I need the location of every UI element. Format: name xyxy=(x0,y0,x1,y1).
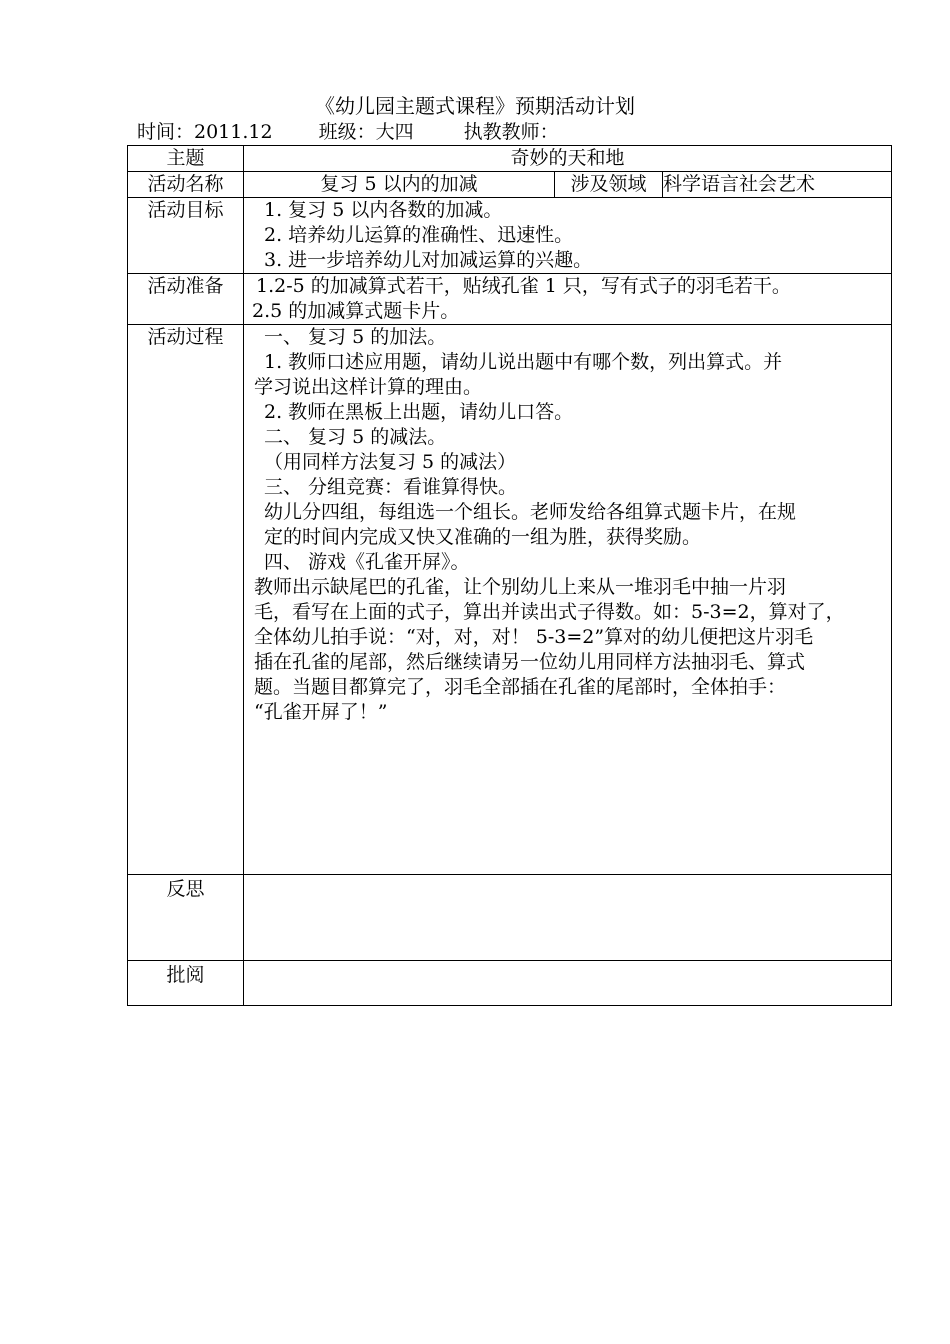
process-line: 全体幼儿拍手说：“对，对，对！ 5-3=2”算对的幼儿便把这片羽毛 xyxy=(254,626,814,648)
theme-value: 奇妙的天和地 xyxy=(244,146,892,172)
process-section-title: 二、 复习 5 的减法。 xyxy=(264,426,447,448)
process-line: “孔雀开屏了！” xyxy=(254,701,388,723)
process-line: 幼儿分四组，每组选一个组长。老师发给各组算式题卡片，在规 xyxy=(264,501,797,523)
row-reflection xyxy=(128,875,892,961)
process-line: 题。当题目都算完了，羽毛全部插在孔雀的尾部时，全体拍手： xyxy=(254,676,787,698)
theme-label: 主题 xyxy=(128,146,244,172)
reflection-cell xyxy=(244,875,892,961)
goal-item: 1. 复习 5 以内各数的加减。 xyxy=(264,199,503,221)
prep-cell xyxy=(244,274,892,325)
prep-label: 活动准备 xyxy=(128,274,244,325)
process-section-title: 一、 复习 5 的加法。 xyxy=(264,326,447,348)
row-goals xyxy=(128,198,892,274)
row-prep xyxy=(128,274,892,325)
process-line: 教师出示缺尾巴的孔雀，让个别幼儿上来从一堆羽毛中抽一片羽 xyxy=(254,576,787,598)
goals-label: 活动目标 xyxy=(128,198,244,274)
row-review xyxy=(128,961,892,1006)
meta-line xyxy=(137,119,559,145)
process-line: 学习说出这样计算的理由。 xyxy=(254,376,483,398)
plan-table xyxy=(127,145,892,1006)
prep-item: 2.5 的加减算式题卡片。 xyxy=(252,300,460,322)
goal-item: 2. 培养幼儿运算的准确性、迅速性。 xyxy=(264,224,574,246)
process-line: 1. 教师口述应用题，请幼儿说出题中有哪个数，列出算式。并 xyxy=(264,351,783,373)
process-line: 毛，看写在上面的式子，算出并读出式子得数。如：5-3=2，算对了， xyxy=(254,601,845,623)
name-label: 活动名称 xyxy=(128,172,244,198)
domain-value: 科学语言社会艺术 xyxy=(663,172,892,198)
prep-item: 1.2-5 的加减算式若干，贴绒孔雀 1 只，写有式子的羽毛若干。 xyxy=(256,275,791,297)
meta-time: 时间：2011.12 xyxy=(137,121,273,143)
process-section-title: 三、 分组竞赛：看谁算得快。 xyxy=(264,476,518,498)
process-cell xyxy=(244,325,892,875)
process-line: 定的时间内完成又快又准确的一组为胜，获得奖励。 xyxy=(264,526,702,548)
reflection-label: 反思 xyxy=(128,875,244,961)
row-process xyxy=(128,325,892,875)
document-title: 《幼儿园主题式课程》预期活动计划 xyxy=(315,94,635,118)
review-label: 批阅 xyxy=(128,961,244,1006)
meta-class: 班级：大四 xyxy=(318,121,414,143)
goal-item: 3. 进一步培养幼儿对加减运算的兴趣。 xyxy=(264,249,593,271)
process-line: 插在孔雀的尾部，然后继续请另一位幼儿用同样方法抽羽毛、算式 xyxy=(254,651,806,673)
domain-label: 涉及领域 xyxy=(555,172,663,198)
review-cell xyxy=(244,961,892,1006)
row-activity-name xyxy=(128,172,892,198)
process-section-title: 四、 游戏《孔雀开屏》。 xyxy=(264,551,470,573)
row-theme xyxy=(128,146,892,172)
process-line: 2. 教师在黑板上出题，请幼儿口答。 xyxy=(264,401,574,423)
goals-cell xyxy=(244,198,892,274)
meta-teacher: 执教教师： xyxy=(463,121,559,143)
process-label: 活动过程 xyxy=(128,325,244,875)
process-line: （用同样方法复习 5 的减法） xyxy=(264,451,517,473)
name-value: 复习 5 以内的加减 xyxy=(244,172,555,198)
